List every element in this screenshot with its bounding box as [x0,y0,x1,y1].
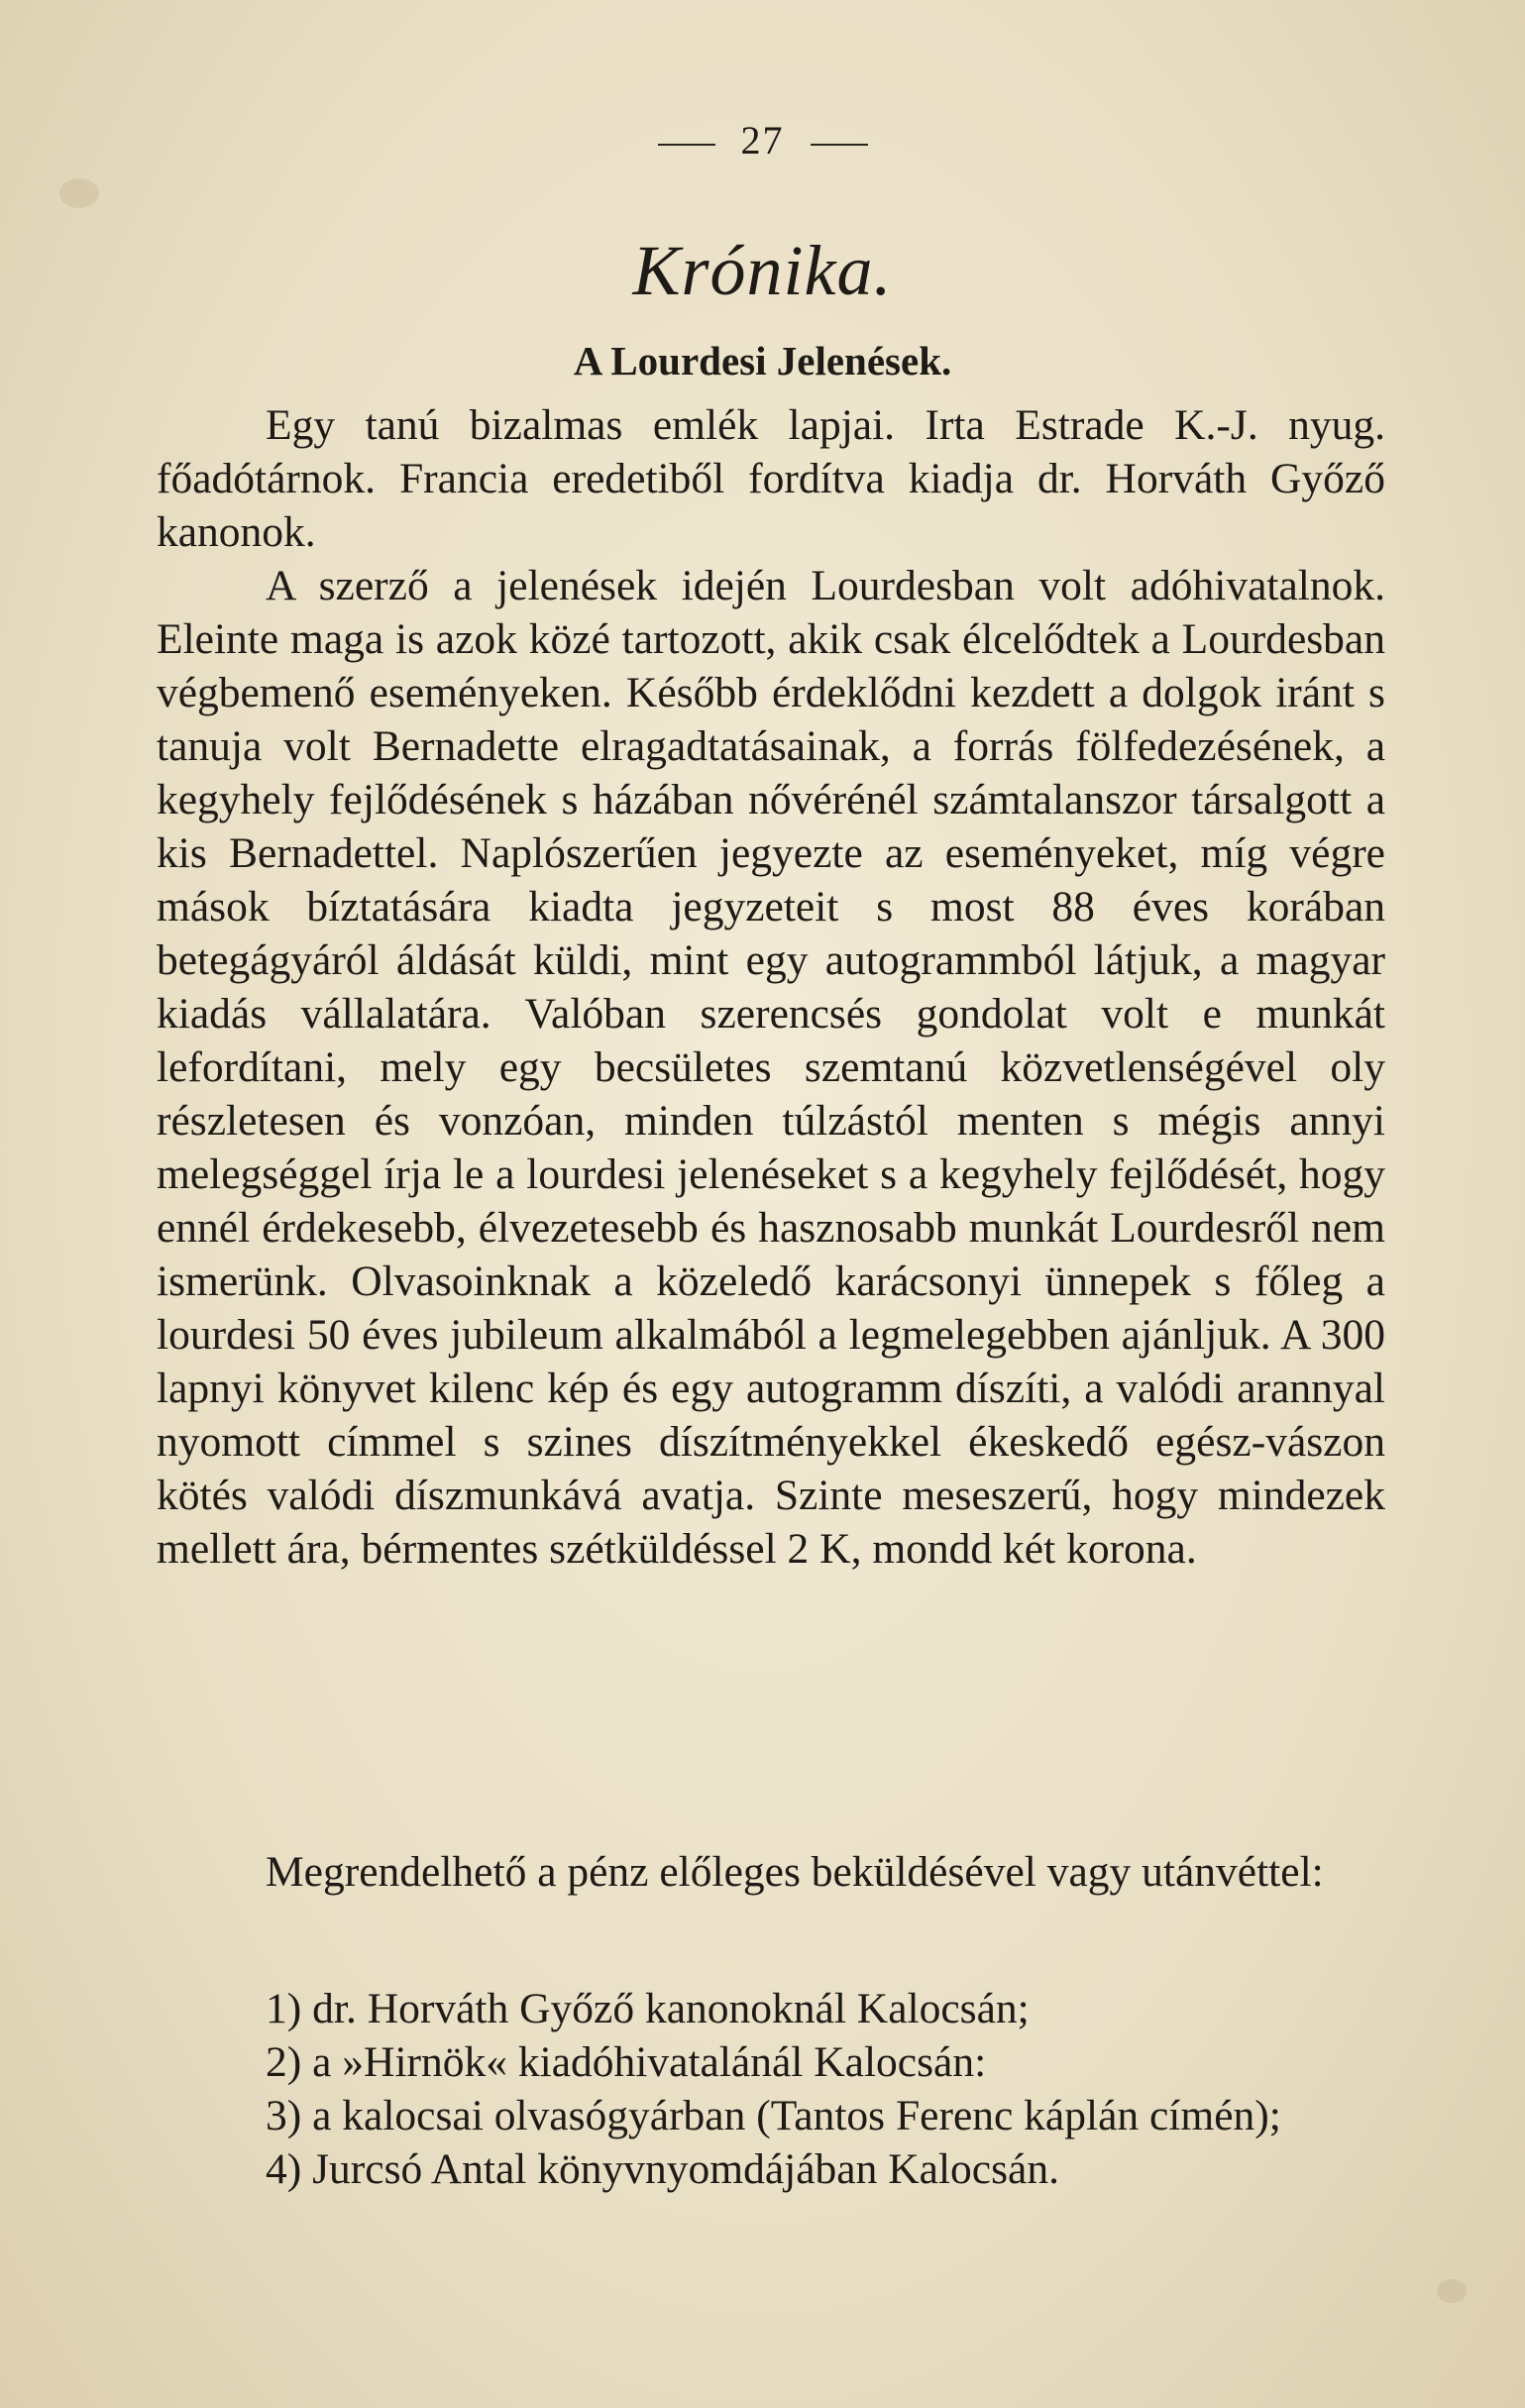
list-item: 1) dr. Horváth Győző kanonoknál Kalocsán; [266,1985,1030,2032]
paragraph-book-info [157,398,1385,559]
section-title: Krónika. [632,231,893,310]
page-number [0,117,1525,164]
paper-stain [1437,2279,1467,2303]
paragraph-review [157,559,1385,1576]
paper-stain [59,178,99,208]
page-number-text: 27 [740,118,785,163]
paragraph-text: Egy tanú bizalmas emlék lapjai. Irta Estrade K.-J. nyug. főadótárnok. Francia eredetiből fordítva kiadja dr. Horváth Győző kanonok. [157,401,1385,556]
list-item: 2) a »Hirnök« kiadóhivatalánál Kalocsán: [266,2038,987,2086]
folio-dash-left [658,144,715,146]
article-heading: A Lourdesi Jelenések. [573,338,952,383]
paragraph-text: Megrendelhető a pénz előleges beküldésével vagy utánvéttel: [266,1848,1324,1896]
list-item: 4) Jurcsó Antal könyvnyomdájában Kalocsán. [266,2145,1059,2193]
folio-dash-right [811,144,868,146]
list-item: 3) a kalocsai olvasógyárban (Tantos Ferenc káplán címén); [266,2092,1281,2139]
paragraph-text: A szerző a jelenések idején Lourdesban volt adóhivatalnok. Eleinte maga is azok közé tartozott, akik csak élcelődtek a Lourdesban végbemenő eseményeken. Később érdeklődni kezdett a dolgok iránt s tanuja volt Bernadette elragadtatásainak, a forrás fölfedezésének, a kegyhely fejlődésének s házában nővérénél számtalanszor társalgott a kis Bernadettel. Naplószerűen jegyezte az eseményeket, míg végre mások bíztatására kiadta jegyzeteit s most 88 éves korában betegágyáról áldását küldi, mint egy autogrammból látjuk, a magyar kiadás vállalatára. Valóban szerencsés gondolat volt e munkát lefordítani, mely egy becsületes szemtanú közvetlenségével oly részletesen és vonzóan, minden túlzástól menten s mégis annyi melegséggel írja le a lourdesi jelenéseket s a kegyhely fejlődését, hogy ennél érdekesebb, élvezetesebb és hasznosabb munkát Lourdesről nem ismerünk. Olvasoinknak a közeledő karácsonyi ünnepek s főleg a lourdesi 50 éves jubileum alkalmából a legmelegebben ajánljuk. A 300 lapnyi könyvet kilenc kép és egy autogramm díszíti, a valódi arannyal nyomott címmel s szines díszítményekkel ékeskedő egész-vászon kötés valódi díszmunkává avatja. Szinte meseszerű, hogy mindezek mellett ára, bérmentes szétküldéssel 2 K, mondd két korona. [157,562,1385,1573]
paragraph-ordering [157,1845,1385,1899]
order-address-list [157,1982,1385,2196]
